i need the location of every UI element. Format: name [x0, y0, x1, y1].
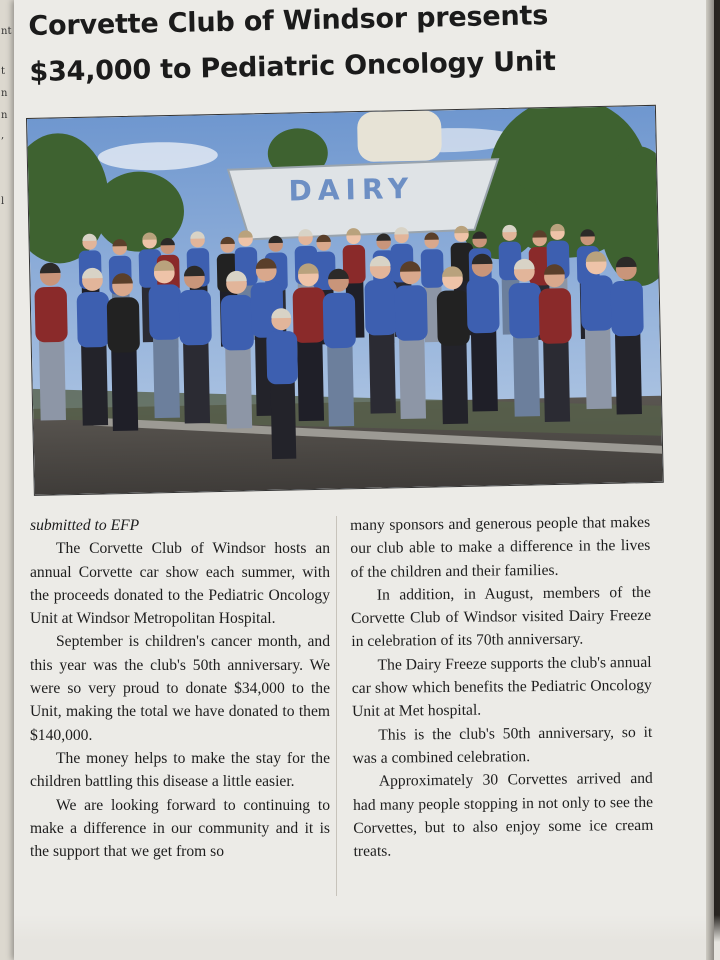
article-paragraph: September is children's cancer month, and this year was the club's 50th anniversary. We were so very proud to donate $34,000 to the Unit, making the total we have donated to them $140,000. [30, 633, 330, 744]
article-paragraph: Approximately 30 Corvettes arrived and had many people stopping in not only to see the Corvettes, but to also enjoy some ice cream treats. [352, 770, 654, 861]
article-paragraph: The Corvette Club of Windsor hosts an annual Corvette car show each summer, with the proceeds donated to the Pediatric Oncology Unit at Windsor Metropolitan Hospital. [30, 540, 330, 628]
article-paragraph: This is the club's 50th anniversary, so it was a combined celebration. [352, 723, 653, 767]
column-divider [336, 516, 337, 896]
article-paragraph: The money helps to make the stay for the children battling this disease a little easier. [30, 749, 330, 791]
prev-text-fragment: t [1, 66, 6, 77]
headline-line-2: $34,000 to Pediatric Oncology Unit [29, 45, 557, 88]
article-paragraph: We are looking forward to continuing to make a difference in our community and it is the support that we get from so [30, 796, 330, 861]
page-edge-shadow [706, 0, 714, 960]
prev-text-fragment: , [1, 130, 5, 141]
headline-line-1: Corvette Club of Windsor presents [28, 0, 549, 42]
article-column-left [30, 514, 330, 863]
group-photo [26, 105, 664, 496]
newspaper-page [14, 0, 714, 960]
page-bottom-margin [14, 915, 720, 960]
article-column-right [350, 511, 654, 864]
article-paragraph: In addition, in August, members of the Corvette Club of Windsor visited Dairy Freeze in celebration of its 70th anniversary. [351, 583, 652, 651]
article-headline [28, 0, 670, 96]
prev-text-fragment: nt [1, 26, 12, 37]
prev-text-fragment: n [1, 110, 8, 121]
article-paragraph: The Dairy Freeze supports the club's annual car show which benefits the Pediatric Oncology Unit at Met hospital. [351, 653, 652, 721]
sign-text: DAIRY [288, 171, 415, 208]
prev-text-fragment: n [1, 88, 8, 99]
article-paragraph: many sponsors and generous people that makes our club able to make a difference in the lives of the children and their families. [350, 513, 651, 581]
prev-text-fragment: l [1, 196, 5, 207]
article-credit: submitted to EFP [30, 517, 140, 534]
